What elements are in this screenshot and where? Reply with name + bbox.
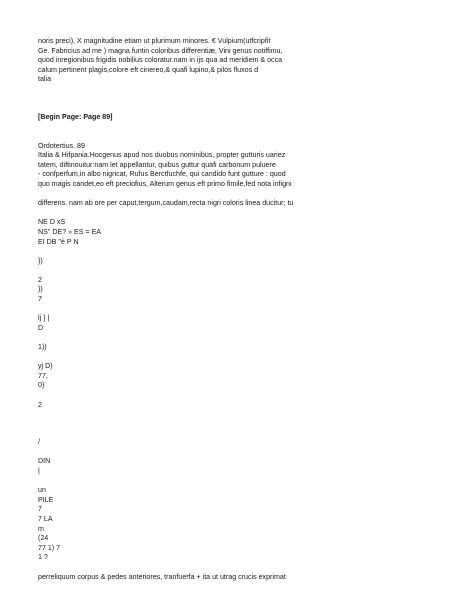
- ocr-fragment: 7 LA: [38, 514, 53, 523]
- ocr-fragment: lj } |: [38, 314, 50, 323]
- ocr-fragment-group: [38, 362, 438, 391]
- ocr-fragment-group: [38, 486, 438, 563]
- paragraph-vulpium: [38, 37, 438, 85]
- ocr-fragment: 7: [38, 505, 42, 514]
- ocr-line: EI DB "è P N: [38, 237, 79, 246]
- ocr-line: NS" DE? » ES = EA: [38, 227, 102, 236]
- text-line: perreliquum corpus & pedes anteriores, tranfuerfa + ita ut utrag crucis exprimat: [38, 572, 286, 581]
- ocr-fragment-block: [38, 218, 438, 247]
- ocr-fragment-group: [38, 276, 438, 305]
- text-line: quo magis candet,eo eft preciofius, Alterum genus eft primo fimile,fed nota infigni: [38, 179, 292, 188]
- ocr-fragment: /: [38, 438, 40, 447]
- ocr-fragment: un: [38, 486, 46, 495]
- ocr-fragment: 7: [38, 295, 42, 304]
- ocr-fragment: 0}: [38, 381, 45, 390]
- ocr-fragment: }): [38, 256, 43, 265]
- text-line: talia: [38, 75, 52, 84]
- ocr-fragment: 77,: [38, 371, 48, 380]
- ocr-fragment: yj D): [38, 362, 53, 371]
- text-line: - confperfum,in albo nigricat, Rufus Berctfuchfe, qui candido funt gutture : quod: [38, 170, 286, 179]
- ocr-fragment: m: [38, 524, 44, 533]
- ocr-line: NE D xS: [38, 218, 66, 227]
- text-line: quod inregionibus frigidis nobilius coloratur.nam in ijs qua ad meridiem & occa: [38, 56, 283, 65]
- ocr-fragment: }): [38, 285, 43, 294]
- ocr-fragment: D: [38, 323, 44, 332]
- ocr-fragment: 1)): [38, 343, 47, 352]
- ocr-fragment: PILE: [38, 495, 54, 504]
- ocr-fragment: DIN: [38, 457, 51, 466]
- ocr-fragment: (24: [38, 534, 49, 543]
- text-line: Ge. Fabricius ad me ) magna funtin coloribus differentiæ, Vini genus notiffimu,: [38, 46, 283, 55]
- text-line: Italia & Hifpania.Hocgenus apud nos duobus nominibus, propter gutturis uariez: [38, 151, 286, 160]
- ocr-fragment: 1 ?: [38, 553, 48, 562]
- text-line: differens. nam ab ore per caput,tergum,caudam,recta nigri coloris linea ducitur; tu: [38, 199, 294, 208]
- ocr-fragment-group: [38, 457, 438, 476]
- text-line: noris preci), X magnitudine etiam ut plurimum minores. € Vulpium(utfcripfit: [38, 37, 271, 45]
- text-line: tatem, diftinouitur:nam let appellantur, quibus guttur quafi carbonum puluere: [38, 160, 276, 169]
- document-page: [38, 37, 438, 582]
- text-line: Ordotertius. 89: [38, 141, 85, 150]
- ocr-fragment: 2: [38, 275, 42, 284]
- ocr-fragment-group: [38, 314, 438, 333]
- page-marker: [Begin Page: Page 89]: [38, 112, 113, 121]
- paragraph-ordo-tertius: [38, 142, 438, 190]
- text-line: calum pertinent plagis,colore eft cinereo,& quafi lupino,& pilos fluxos d: [38, 65, 259, 74]
- ocr-fragment: 2: [38, 400, 42, 409]
- ocr-fragment: 77 1) 7: [38, 543, 61, 552]
- ocr-fragment: |: [38, 466, 40, 475]
